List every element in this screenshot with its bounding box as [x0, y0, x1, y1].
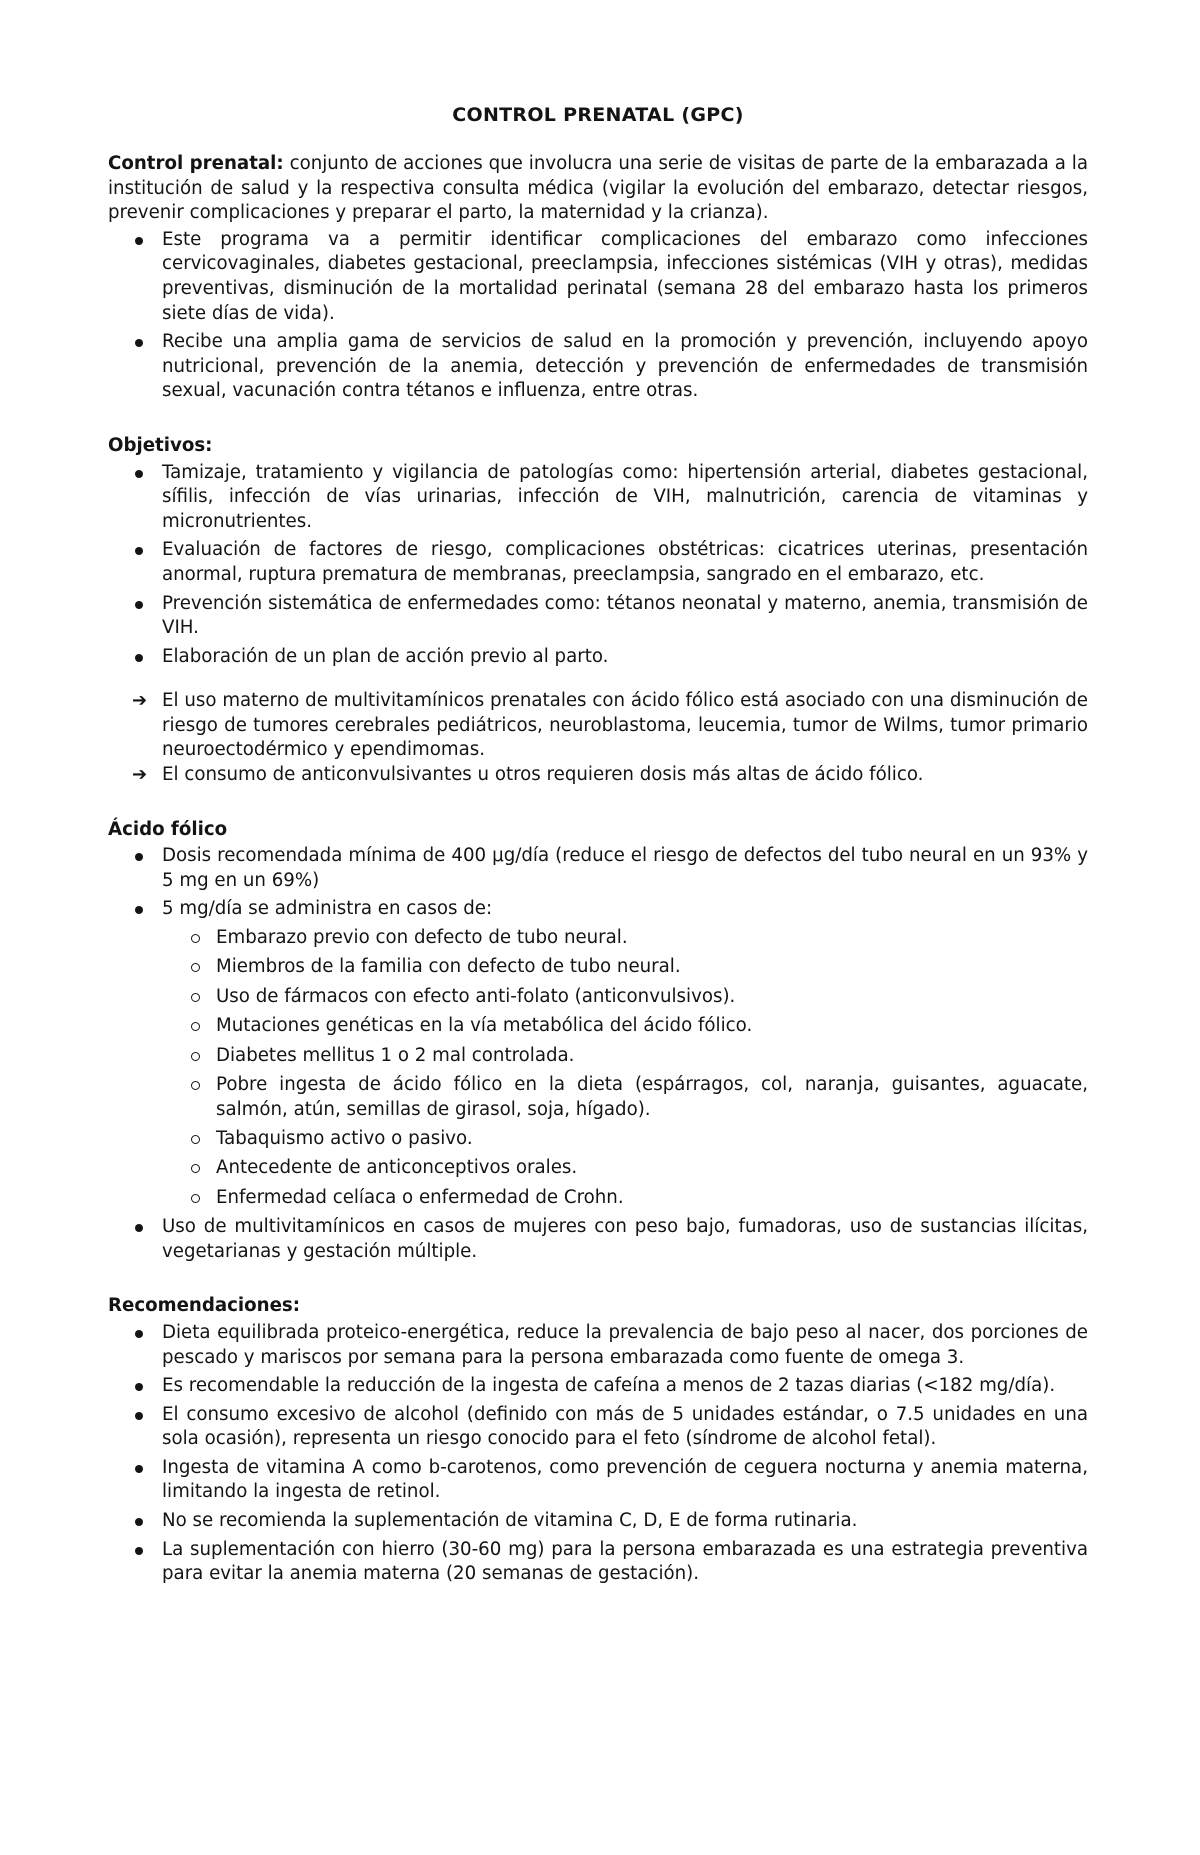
cases-sublist	[162, 926, 1088, 1210]
intro-term: Control prenatal:	[108, 153, 284, 174]
intro-bullet-list	[108, 228, 1088, 404]
list-item: Uso de multivitamínicos en casos de mujeres con peso bajo, fumadoras, uso de sustancias ilícitas, vegetarianas y gestación múltiple.	[162, 1215, 1088, 1264]
sublist-item: Enfermedad celíaca o enfermedad de Crohn.	[216, 1186, 1088, 1211]
list-item: Ingesta de vitamina A como b-carotenos, como prevención de ceguera nocturna y anemia materna, limitando la ingesta de retinol.	[162, 1456, 1088, 1505]
list-item: Prevención sistemática de enfermedades como: tétanos neonatal y materno, anemia, transmisión de VIH.	[162, 592, 1088, 641]
sublist-item: Miembros de la familia con defecto de tubo neural.	[216, 955, 1088, 980]
list-item: Este programa va a permitir identificar complicaciones del embarazo como infecciones cervicovaginales, diabetes gestacional, preeclampsia, infecciones sistémicas (VIH y otras), medidas preventivas, disminución de la mortalidad perinatal (semana 28 del embarazo hasta los primeros siete días de vida).	[162, 228, 1088, 326]
list-item: No se recomienda la suplementación de vitamina C, D, E de forma rutinaria.	[162, 1509, 1088, 1534]
list-item: Es recomendable la reducción de la ingesta de cafeína a menos de 2 tazas diarias (<182 mg/día).	[162, 1374, 1088, 1399]
list-item	[162, 897, 1088, 1210]
sublist-item: Embarazo previo con defecto de tubo neural.	[216, 926, 1088, 951]
sublist-item: Mutaciones genéticas en la vía metabólica del ácido fólico.	[216, 1014, 1088, 1039]
arrow-note-text: El consumo de anticonvulsivantes u otros requieren dosis más altas de ácido fólico.	[162, 764, 924, 786]
arrow-note	[108, 763, 1088, 788]
arrow-notes	[108, 689, 1088, 787]
arrow-right-icon: ➔	[132, 764, 148, 786]
list-item: El consumo excesivo de alcohol (definido con más de 5 unidades estándar, o 7.5 unidades en una sola ocasión), representa un riesgo conocido para el feto (síndrome de alcohol fetal).	[162, 1403, 1088, 1452]
list-item: Recibe una amplia gama de servicios de salud en la promoción y prevención, incluyendo apoyo nutricional, prevención de la anemia, detección y prevención de enfermedades de transmisión sexual, vacunación contra tétanos e influenza, entre otras.	[162, 330, 1088, 404]
sublist-item: Tabaquismo activo o pasivo.	[216, 1127, 1088, 1152]
sublist-item: Diabetes mellitus 1 o 2 mal controlada.	[216, 1044, 1088, 1069]
section-heading-acido-folico: Ácido fólico	[108, 818, 228, 840]
list-item: Elaboración de un plan de acción previo al parto.	[162, 645, 1088, 670]
intro-paragraph	[108, 152, 1088, 226]
sublist-item: Antecedente de anticonceptivos orales.	[216, 1156, 1088, 1181]
page-title: CONTROL PRENATAL (GPC)	[452, 104, 744, 126]
sublist-item: Uso de fármacos con efecto anti-folato (anticonvulsivos).	[216, 985, 1088, 1010]
objetivos-bullet-list	[108, 461, 1088, 670]
sublist-item: Pobre ingesta de ácido fólico en la dieta (espárragos, col, naranja, guisantes, aguacate, salmón, atún, semillas de girasol, soja, hígado).	[216, 1073, 1088, 1122]
list-item: Dosis recomendada mínima de 400 μg/día (reduce el riesgo de defectos del tubo neural en un 93% y 5 mg en un 69%)	[162, 844, 1088, 893]
section-heading-recomendaciones: Recomendaciones:	[108, 1295, 301, 1317]
intro-text: conjunto de acciones que involucra una serie de visitas de parte de la embarazada a la institución de salud y la respectiva consulta médica (vigilar la evolución del embarazo, detectar riesgos, prevenir complicaciones y preparar el parto, la maternidad y la crianza).	[108, 153, 1088, 224]
arrow-note	[108, 689, 1088, 763]
section-heading-objetivos: Objetivos:	[108, 434, 213, 456]
list-item: La suplementación con hierro (30-60 mg) para la persona embarazada es una estrategia preventiva para evitar la anemia materna (20 semanas de gestación).	[162, 1538, 1088, 1587]
arrow-right-icon: ➔	[132, 690, 148, 712]
list-item: Dieta equilibrada proteico-energética, reduce la prevalencia de bajo peso al nacer, dos porciones de pescado y mariscos por semana para la persona embarazada como fuente de omega 3.	[162, 1321, 1088, 1370]
recomendaciones-bullet-list	[108, 1321, 1088, 1587]
list-item: Evaluación de factores de riesgo, complicaciones obstétricas: cicatrices uterinas, presentación anormal, ruptura prematura de membranas, preeclampsia, sangrado en el embarazo, etc.	[162, 538, 1088, 587]
cases-intro: 5 mg/día se administra en casos de:	[162, 898, 493, 920]
list-item: Tamizaje, tratamiento y vigilancia de patologías como: hipertensión arterial, diabetes gestacional, sífilis, infección de vías urinarias, infección de VIH, malnutrición, carencia de vitaminas y micronutrientes.	[162, 461, 1088, 535]
arrow-note-text: El uso materno de multivitamínicos prenatales con ácido fólico está asociado con una disminución de riesgo de tumores cerebrales pediátricos, neuroblastoma, leucemia, tumor de Wilms, tumor primario neuroectodérmico y ependimomas.	[162, 690, 1088, 761]
acido-folico-bullet-list	[108, 844, 1088, 1264]
